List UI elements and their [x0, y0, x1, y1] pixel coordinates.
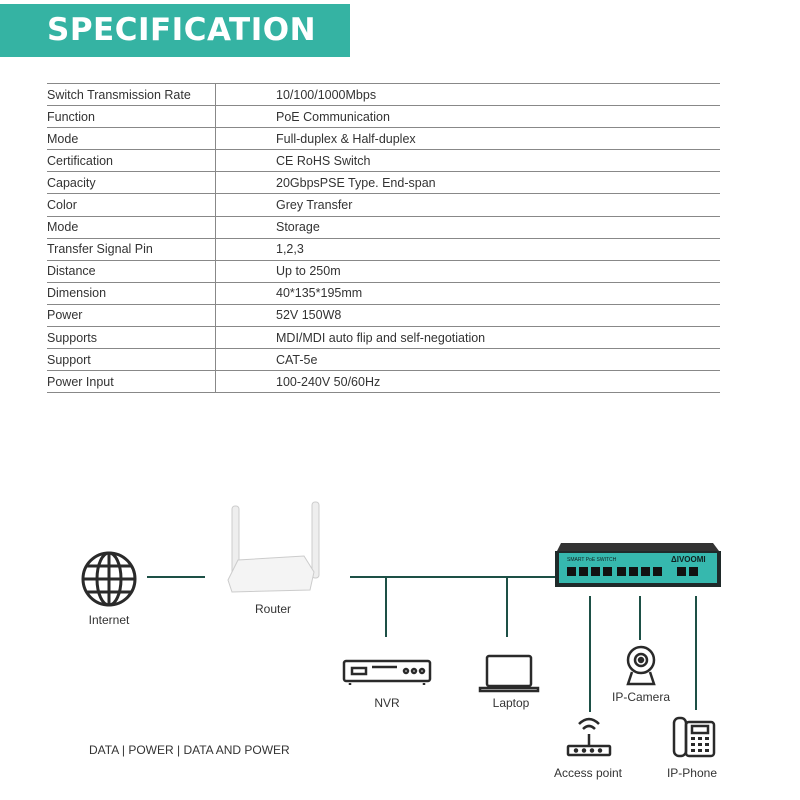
link-camera [639, 596, 641, 640]
switch-label: SMART PoE SWITCH [567, 557, 617, 563]
spec-value: CAT-5e [216, 349, 721, 371]
spec-key: Color [47, 194, 216, 216]
spec-row [47, 106, 720, 128]
poe-switch-image [553, 537, 723, 589]
spec-row [47, 128, 720, 150]
switch-brand: ΔIVOOMI [671, 555, 706, 564]
spec-value: 20GbpsPSE Type. End-span [216, 172, 721, 194]
laptop-label: Laptop [492, 696, 530, 710]
link-nvr [385, 577, 387, 637]
spec-row [47, 371, 720, 393]
spec-key: Dimension [47, 282, 216, 304]
legend-text: DATA | POWER | DATA AND POWER [89, 743, 290, 757]
spec-row [47, 216, 720, 238]
access-point-label: Access point [553, 766, 623, 780]
ip-camera-label: IP-Camera [611, 690, 670, 704]
spec-key: Power [47, 304, 216, 326]
spec-key: Mode [47, 128, 216, 150]
spec-row [47, 194, 720, 216]
spec-row [47, 304, 720, 326]
internet-label: Internet [88, 613, 130, 627]
spec-value: Storage [216, 216, 721, 238]
spec-value: PoE Communication [216, 106, 721, 128]
spec-row [47, 349, 720, 371]
ip-phone-label: IP-Phone [666, 766, 718, 780]
spec-key: Capacity [47, 172, 216, 194]
spec-value: 1,2,3 [216, 238, 721, 260]
spec-key: Function [47, 106, 216, 128]
spec-value: 52V 150W8 [216, 304, 721, 326]
spec-key: Supports [47, 327, 216, 349]
spec-key: Certification [47, 150, 216, 172]
header-banner [0, 4, 350, 57]
spec-row [47, 327, 720, 349]
spec-value: Up to 250m [216, 260, 721, 282]
link-internet-router [147, 576, 205, 578]
port-icons [567, 567, 698, 576]
spec-row [47, 84, 720, 106]
ip-camera-icon [624, 644, 658, 686]
page-title: SPECIFICATION [47, 12, 317, 48]
router-icon [222, 500, 322, 596]
spec-table [47, 83, 720, 393]
spec-value: CE RoHS Switch [216, 150, 721, 172]
spec-key: Mode [47, 216, 216, 238]
globe-icon [80, 550, 138, 608]
spec-key: Transfer Signal Pin [47, 238, 216, 260]
spec-value: Full-duplex & Half-duplex [216, 128, 721, 150]
spec-value: 10/100/1000Mbps [216, 84, 721, 106]
spec-key: Distance [47, 260, 216, 282]
spec-value: MDI/MDI auto flip and self-negotiation [216, 327, 721, 349]
ip-phone-icon [672, 716, 716, 758]
spec-value: 40*135*195mm [216, 282, 721, 304]
spec-row [47, 282, 720, 304]
spec-row [47, 150, 720, 172]
spec-value: Grey Transfer [216, 194, 721, 216]
link-router-switch [350, 576, 555, 578]
laptop-icon [478, 653, 540, 693]
spec-row [47, 238, 720, 260]
access-point-icon [566, 712, 612, 758]
link-laptop [506, 577, 508, 637]
spec-value: 100-240V 50/60Hz [216, 371, 721, 393]
spec-key: Power Input [47, 371, 216, 393]
nvr-icon [342, 658, 432, 686]
router-label: Router [254, 602, 292, 616]
spec-row [47, 260, 720, 282]
nvr-label: NVR [374, 696, 400, 710]
spec-key: Switch Transmission Rate [47, 84, 216, 106]
spec-key: Support [47, 349, 216, 371]
spec-row [47, 172, 720, 194]
